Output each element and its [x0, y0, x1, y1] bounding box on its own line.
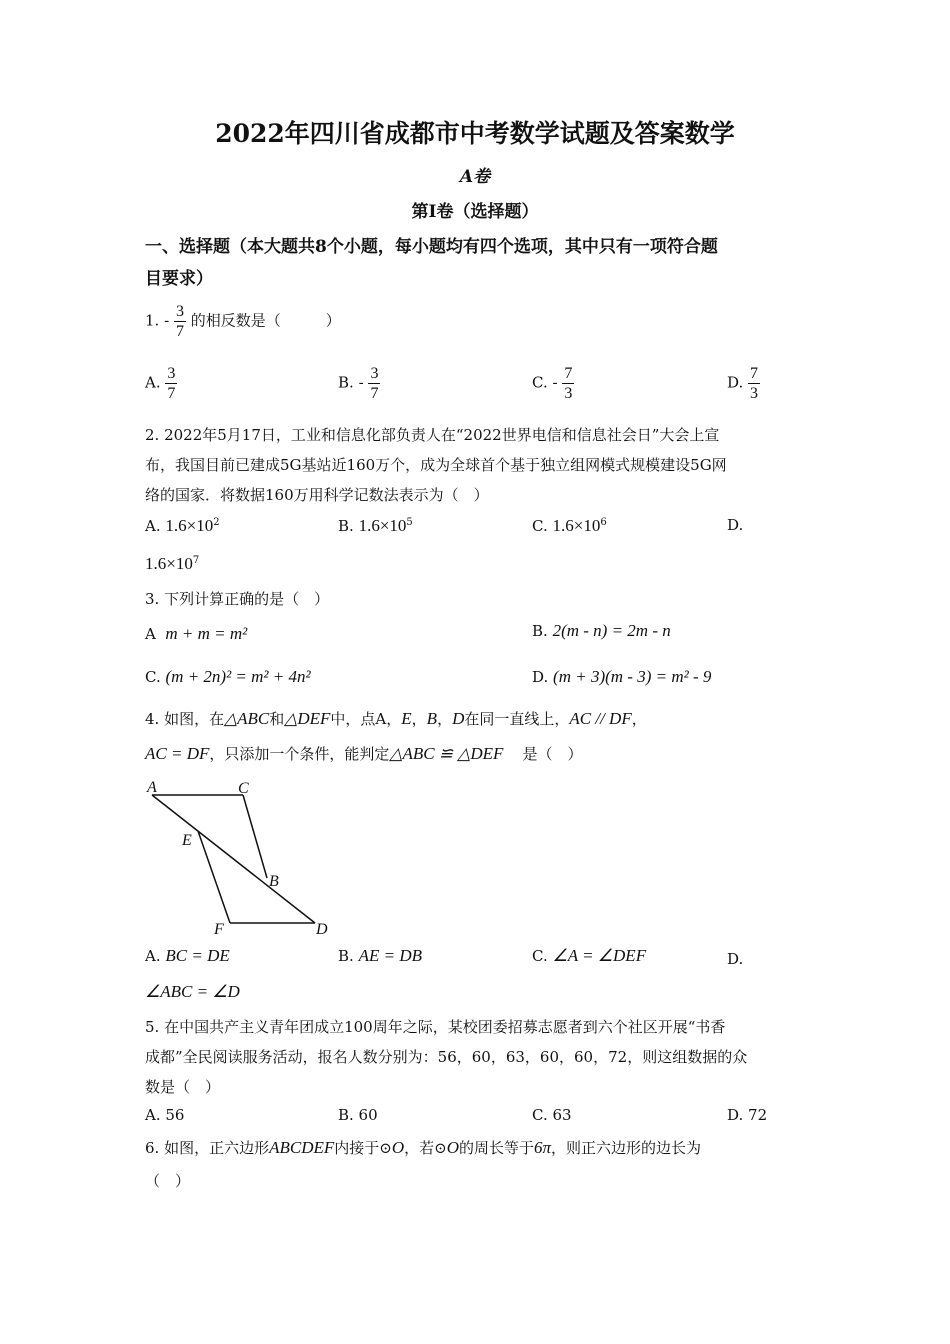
label-d: D — [316, 921, 328, 938]
label-a: A — [147, 779, 157, 796]
q1-option-b: B. - $\frac{3}{7}$ — [338, 365, 379, 402]
q5-option-b: B. 60 — [338, 1106, 378, 1124]
q4-line1: 4. 如图，在△ABC和△DEF中，点A，E，B，D在同一直线上，AC // DF， — [145, 709, 647, 728]
q4-geometry-figure — [140, 775, 340, 940]
q2-line1: 2. 2022年5月17日，工业和信息化部负责人在“2022世界电信和信息社会日”大会上宣 — [145, 426, 720, 444]
q5-option-d: D. 72 — [727, 1106, 768, 1124]
label-c: C — [238, 780, 249, 797]
q5-option-a: A. 56 — [145, 1106, 185, 1124]
part-heading: 第Ⅰ卷（选择题） — [411, 202, 539, 222]
q1-option-c: C. - $\frac{7}{3}$ — [532, 365, 573, 402]
q2-option-c: C. $1.6\times 10^6$ — [532, 516, 607, 535]
q4-option-d-label: D. — [727, 950, 744, 968]
segment-ad — [152, 795, 315, 923]
section-heading-line1: 一、选择题（本大题共8个小题，每小题均有四个选项，其中只有一项符合题 — [145, 237, 718, 257]
q6-line1: 6. 如图，正六边形ABCDEF内接于⊙O，若⊙O的周长等于6π，则正六边形的边长为 — [145, 1138, 702, 1157]
q4-option-b: B. AE = DB — [338, 946, 422, 965]
q3-option-a: A m + m = m² — [145, 624, 248, 643]
q4-option-d: ∠ABC = ∠D — [145, 982, 240, 1001]
q2-line2: 布，我国目前已建成5G基站近160万个，成为全球首个基于独立组网模式规模建设5G网 — [145, 456, 727, 474]
question-1 — [145, 302, 341, 341]
segment-cb — [243, 795, 267, 878]
q1-suffix: 的相反数是（ ） — [190, 311, 341, 330]
q2-option-a: A. $1.6\times 10^2$ — [145, 516, 220, 535]
q4-line2: AC = DF，只添加一个条件，能判定△ABC ≌ △DEF 是（ ） — [145, 744, 583, 763]
q4-option-a: A. BC = DE — [145, 946, 230, 965]
q5-line1: 5. 在中国共产主义青年团成立100周年之际，某校团委招募志愿者到六个社区开展“书香 — [145, 1018, 726, 1036]
label-b: B — [269, 873, 279, 890]
q5-line2: 成都”全民阅读服务活动，报名人数分别为：56，60，63，60，60，72，则这组数据的众 — [145, 1048, 748, 1066]
q6-line2: （ ） — [145, 1172, 191, 1190]
q1-option-d: D. $\frac{7}{3}$ — [727, 365, 759, 402]
section-heading-line2: 目要求） — [145, 269, 213, 289]
q5-option-c: C. 63 — [532, 1106, 572, 1124]
q1-option-a: A. $\frac{3}{7}$ — [145, 365, 176, 402]
label-f: F — [214, 921, 224, 938]
q3-option-b: B. 2(m - n) = 2m - n — [532, 621, 671, 640]
q2-line3: 络的国家．将数据160万用科学记数法表示为（ ） — [145, 486, 489, 504]
label-e: E — [182, 832, 192, 849]
q4-option-c: C. ∠A = ∠DEF — [532, 946, 647, 965]
q5-line3: 数是（ ） — [145, 1078, 221, 1096]
segment-ef — [198, 831, 230, 923]
q2-option-d: $1.6\times 10^7$ — [145, 554, 200, 573]
q2-option-d-label: D. — [727, 516, 744, 534]
q3-option-d: D. (m + 3)(m - 3) = m² - 9 — [532, 667, 712, 686]
volume-heading: A卷 — [459, 167, 491, 187]
q2-option-b: B. $1.6\times 10^5$ — [338, 516, 413, 535]
document-title: 2022年四川省成都市中考数学试题及答案数学 — [215, 119, 735, 148]
q1-fraction: $\frac{3}{7}$ — [175, 303, 184, 340]
q3-option-c: C. (m + 2n)² = m² + 4n² — [145, 667, 311, 686]
q3-stem: 3. 下列计算正确的是（ ） — [145, 590, 330, 608]
q1-prefix: 1. - — [145, 311, 170, 330]
